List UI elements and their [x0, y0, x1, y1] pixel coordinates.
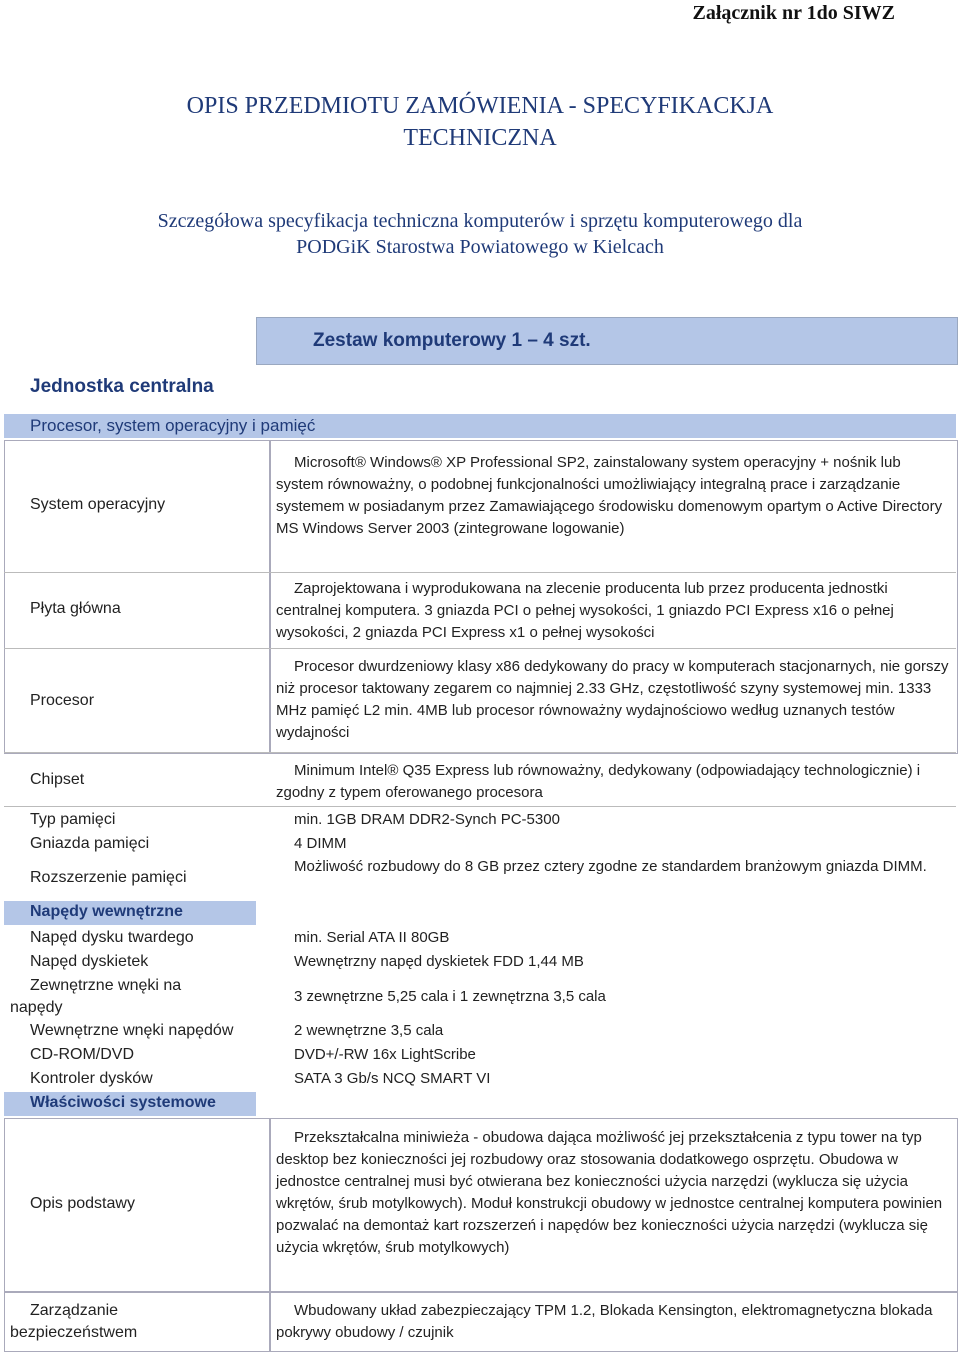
row-label-security: Zarządzanie — [30, 1302, 119, 1319]
row-value-memory-type: min. 1GB DRAM DDR2-Synch PC-5300 — [294, 811, 560, 828]
row-divider — [4, 572, 956, 573]
subtitle-line-2: PODGiK Starostwa Powiatowego w Kielcach — [296, 236, 664, 258]
row-value-memory-slots: 4 DIMM — [294, 835, 347, 852]
row-value-processor: Procesor dwurdzeniowy klasy x86 dedykowany do pracy w komputerach stacjonarnych, nie gorszy niż procesor taktowany zegarem co najmniej 2.33 GHz, częstotliwość szyny systemowej min. 1333 MHz pamięć L2 min. 4MB lub procesor równoważny wydajnościowo według uznanych testów wydajności — [276, 658, 949, 741]
section-title-system: Właściwości systemowe — [30, 1094, 216, 1111]
row-label-optical: CD-ROM/DVD — [30, 1046, 134, 1063]
row-value-optical: DVD+/-RW 16x LightScribe — [294, 1046, 476, 1063]
unit-label: Jednostka centralna — [30, 376, 214, 397]
row-value-fdd: Wewnętrzny napęd dyskietek FDD 1,44 MB — [294, 953, 584, 970]
row-value-memory-expansion: Możliwość rozbudowy do 8 GB przez cztery zgodne ze standardem branżowym gniazda DIMM. — [294, 858, 927, 875]
subtitle-line-1: Szczegółowa specyfikacja techniczna komputerów i sprzętu komputerowego dla — [157, 210, 803, 232]
row-divider — [4, 752, 956, 753]
row-label-memory-type: Typ pamięci — [30, 811, 116, 828]
row-value-os: Microsoft® Windows® XP Professional SP2, zainstalowany system operacyjny + nośnik lub system równoważny, o podobnej funkcjonalności umożliwiający integralną prace i zarządzanie systemem w posiadanym przez Zamawiającego środowisku domenowym opartym o Active Directory MS Windows Server 2003 (zintegrowane logowanie) — [276, 454, 943, 537]
annex-label: Załącznik nr 1do SIWZ — [692, 2, 895, 24]
row-label-motherboard: Płyta główna — [30, 600, 121, 617]
row-label-external-bays: Zewnętrzne wnęki na — [30, 977, 182, 994]
row-label-controller: Kontroler dysków — [30, 1070, 153, 1087]
row-label-memory-slots: Gniazda pamięci — [30, 835, 150, 852]
title-line-2: TECHNICZNA — [403, 125, 557, 151]
row-label-security-cont: bezpieczeństwem — [10, 1324, 138, 1341]
row-value-internal-bays: 2 wewnętrzne 3,5 cala — [294, 1022, 444, 1039]
row-divider — [4, 648, 956, 649]
row-label-internal-bays: Wewnętrzne wnęki napędów — [30, 1022, 234, 1039]
row-value-controller: SATA 3 Gb/s NCQ SMART VI — [294, 1070, 491, 1087]
set-label: Zestaw komputerowy 1 – 4 szt. — [313, 330, 591, 351]
row-divider — [4, 806, 956, 807]
row-label-chipset: Chipset — [30, 771, 85, 788]
row-label-hdd: Napęd dysku twardego — [30, 929, 194, 946]
row-label-chassis: Opis podstawy — [30, 1195, 135, 1212]
document-subtitle — [0, 208, 960, 260]
row-label-fdd: Napęd dyskietek — [30, 953, 149, 970]
row-value-hdd: min. Serial ATA II 80GB — [294, 929, 450, 946]
row-value-external-bays: 3 zewnętrzne 5,25 cala i 1 zewnętrzna 3,5 cala — [294, 988, 606, 1005]
row-value-chipset: Minimum Intel® Q35 Express lub równoważny, dedykowany (odpowiadający technologicznie) i zgodny z typem oferowanego procesora — [276, 762, 921, 801]
document-title — [0, 90, 960, 154]
row-value-security: Wbudowany układ zabezpieczający TPM 1.2, Blokada Kensington, elektromagnetyczna blokada pokrywy obudowy / czujnik — [276, 1302, 933, 1341]
row-label-os: System operacyjny — [30, 496, 166, 513]
row-value-chassis: Przekształcalna miniwieża - obudowa dająca możliwość jej przekształcenia z typu tower na typ desktop bez konieczności jej rozbudowy oraz stosowania dodatkowego osprzętu. Obudowa w jednostce centralnej musi być otwierana bez konieczności użycia narzędzi (wyklucza się użycia wkrętów, śrub motylkowych). Moduł konstrukcji obudowy w jednostce centralnej komputera powinien pozwalać na demontaż kart rozszerzeń i napędów bez konieczności użycia narzędzi (wyklucza się użycia wkrętów, śrub motylkowych) — [276, 1129, 943, 1256]
section-title-cpu: Procesor, system operacyjny i pamięć — [30, 416, 316, 435]
section-title-drives: Napędy wewnętrzne — [30, 903, 183, 920]
row-label-processor: Procesor — [30, 692, 95, 709]
title-line-1: OPIS PRZEDMIOTU ZAMÓWIENIA - SPECYFIKACKJA — [186, 93, 774, 119]
row-label-memory-expansion: Rozszerzenie pamięci — [30, 869, 187, 886]
row-label-external-bays-cont: napędy — [10, 999, 63, 1016]
row-value-motherboard: Zaprojektowana i wyprodukowana na zlecenie producenta lub przez producenta jednostki centralnej komputera. 3 gniazda PCI o pełnej wysokości, 1 gniazdo PCI Express x16 o pełnej wysokości, 2 gniazda PCI Express x1 o pełnej wysokości — [276, 580, 894, 641]
